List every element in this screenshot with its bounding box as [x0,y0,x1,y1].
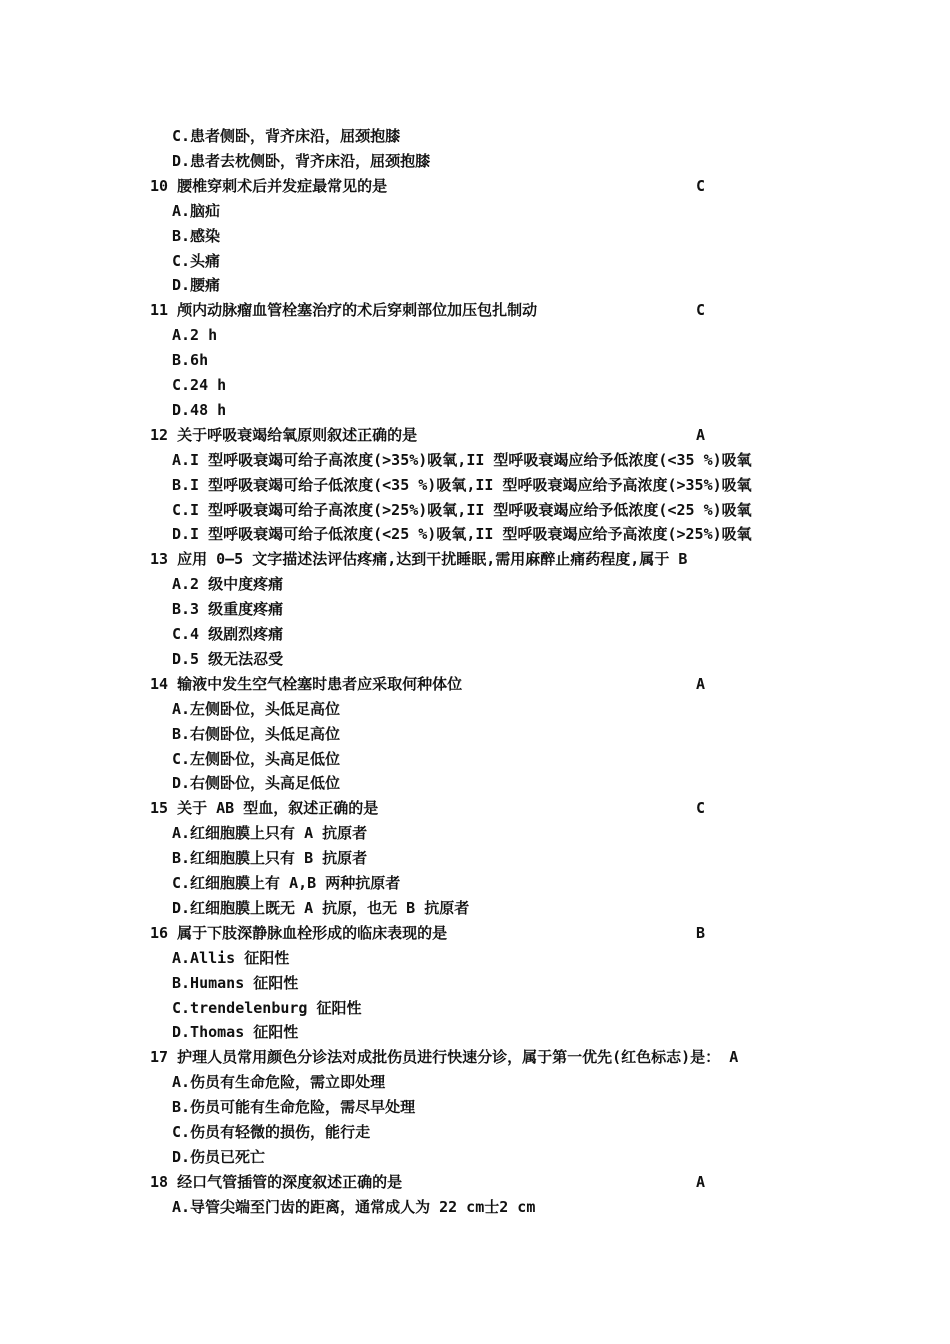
option-text: A.左侧卧位，头低足高位 [172,699,341,718]
answer-key: B [696,923,706,942]
question-line [150,1170,706,1195]
option-text: C.trendelenburg 征阳性 [172,998,362,1017]
answer-key: A [696,1172,706,1191]
option-line [172,149,430,174]
option-text: D.右侧卧位，头高足低位 [172,774,341,793]
option-line [172,1020,298,1045]
answer-key: A [696,674,706,693]
option-line [172,124,400,149]
option-text: A.2 h [172,326,218,345]
option-line [172,771,340,796]
option-line [172,971,298,996]
option-line [172,747,340,772]
option-text: D.红细胞膜上既无 A 抗原，也无 B 抗原者 [172,898,470,917]
option-line [172,846,367,871]
question-line [150,672,706,697]
option-line [172,498,752,523]
option-line [172,572,283,597]
option-line [172,821,367,846]
option-line [172,473,752,498]
option-text: A.Allis 征阳性 [172,948,290,967]
option-line [172,597,283,622]
option-line [172,697,340,722]
option-text: C.4 级剧烈疼痛 [172,625,284,643]
option-text: B.6h [172,351,209,370]
question-text: 18 经口气管插管的深度叙述正确的是 [150,1172,403,1191]
option-text: C.伤员有轻微的损伤，能行走 [172,1123,371,1141]
option-text: A.I 型呼吸衰竭可给子高浓度(>35%)吸氧,II 型呼吸衰竭应给予低浓度(<35 %)吸氧 [172,450,752,469]
option-line [172,273,220,298]
question-text: 12 关于呼吸衰竭给氧原则叙述正确的是 [150,425,418,444]
option-text: B.伤员可能有生命危险，需尽早处理 [172,1098,416,1117]
option-text: D.腰痛 [172,276,221,295]
option-line [172,1195,535,1220]
option-line [172,871,400,896]
option-line [172,348,208,373]
question-text: 14 输液中发生空气栓塞时患者应采取何种体位 [150,674,463,693]
option-text: D.患者去枕侧卧，背齐床沿，屈颈抱膝 [172,151,431,170]
option-text: C.红细胞膜上有 A,B 两种抗原者 [172,874,401,892]
option-line [172,647,283,672]
answer-key: C [696,301,706,320]
option-line [172,946,289,971]
question-text: 13 应用 0—5 文字描述法评估疼痛,达到干扰睡眠,需用麻醉止痛药程度,属于 B [150,550,688,569]
option-line [172,896,469,921]
option-text: B.红细胞膜上只有 B 抗原者 [172,849,368,868]
question-line [150,921,706,946]
option-text: B.右侧卧位，头低足高位 [172,724,341,743]
answer-key: C [696,799,706,818]
option-line [172,398,226,423]
option-text: A.伤员有生命危险，需立即处理 [172,1073,386,1092]
question-line [150,1045,738,1070]
option-text: C.24 h [172,376,227,394]
option-line [172,622,283,647]
option-text: D.伤员已死亡 [172,1147,266,1166]
option-line [172,323,217,348]
question-text: 16 属于下肢深静脉血栓形成的临床表现的是 [150,923,448,942]
option-text: C.头痛 [172,251,221,270]
option-text: B.3 级重度疼痛 [172,600,284,619]
option-line [172,249,220,274]
option-text: D.48 h [172,400,227,419]
option-line [172,224,220,249]
question-line [150,174,706,199]
question-text: 11 颅内动脉瘤血管栓塞治疗的术后穿刺部位加压包扎制动 [150,301,538,320]
option-line [172,522,752,547]
question-text: 15 关于 AB 型血，叙述正确的是 [150,799,379,818]
question-line [150,547,687,572]
answer-key: C [696,176,706,195]
option-text: C.左侧卧位，头高足低位 [172,749,341,768]
question-line [150,298,706,323]
option-text: D.I 型呼吸衰竭可给子低浓度(<25 %)吸氧,II 型呼吸衰竭应给予高浓度(>25%)吸氧 [172,525,752,544]
option-line [172,722,340,747]
option-text: D.5 级无法忍受 [172,649,284,668]
option-text: B.Humans 征阳性 [172,973,299,992]
option-line [172,1120,370,1145]
answer-key: A [696,425,706,444]
question-line [150,796,706,821]
option-text: C.I 型呼吸衰竭可给子高浓度(>25%)吸氧,II 型呼吸衰竭应给予低浓度(<25 %)吸氧 [172,500,752,519]
option-text: A.导管尖端至门齿的距离，通常成人为 22 cm士2 cm [172,1197,536,1216]
option-line [172,1095,415,1120]
option-line [172,1070,385,1095]
option-line [172,199,220,224]
question-text: 10 腰椎穿刺术后并发症最常见的是 [150,176,388,195]
option-text: C.患者侧卧，背齐床沿，屈颈抱膝 [172,127,401,145]
option-line [172,448,752,473]
option-text: D.Thomas 征阳性 [172,1023,299,1042]
option-text: B.感染 [172,226,221,245]
option-text: B.I 型呼吸衰竭可给子低浓度(<35 %)吸氧,II 型呼吸衰竭应给予高浓度(>35%)吸氧 [172,475,752,494]
option-text: A.2 级中度疼痛 [172,575,284,594]
option-line [172,373,226,398]
option-line [172,996,362,1021]
option-line [172,1145,265,1170]
question-line [150,423,706,448]
option-text: A.红细胞膜上只有 A 抗原者 [172,824,368,843]
question-text: 17 护理人员常用颜色分诊法对成批伤员进行快速分诊，属于第一优先(红色标志)是： A [150,1048,739,1067]
option-text: A.脑疝 [172,201,221,220]
